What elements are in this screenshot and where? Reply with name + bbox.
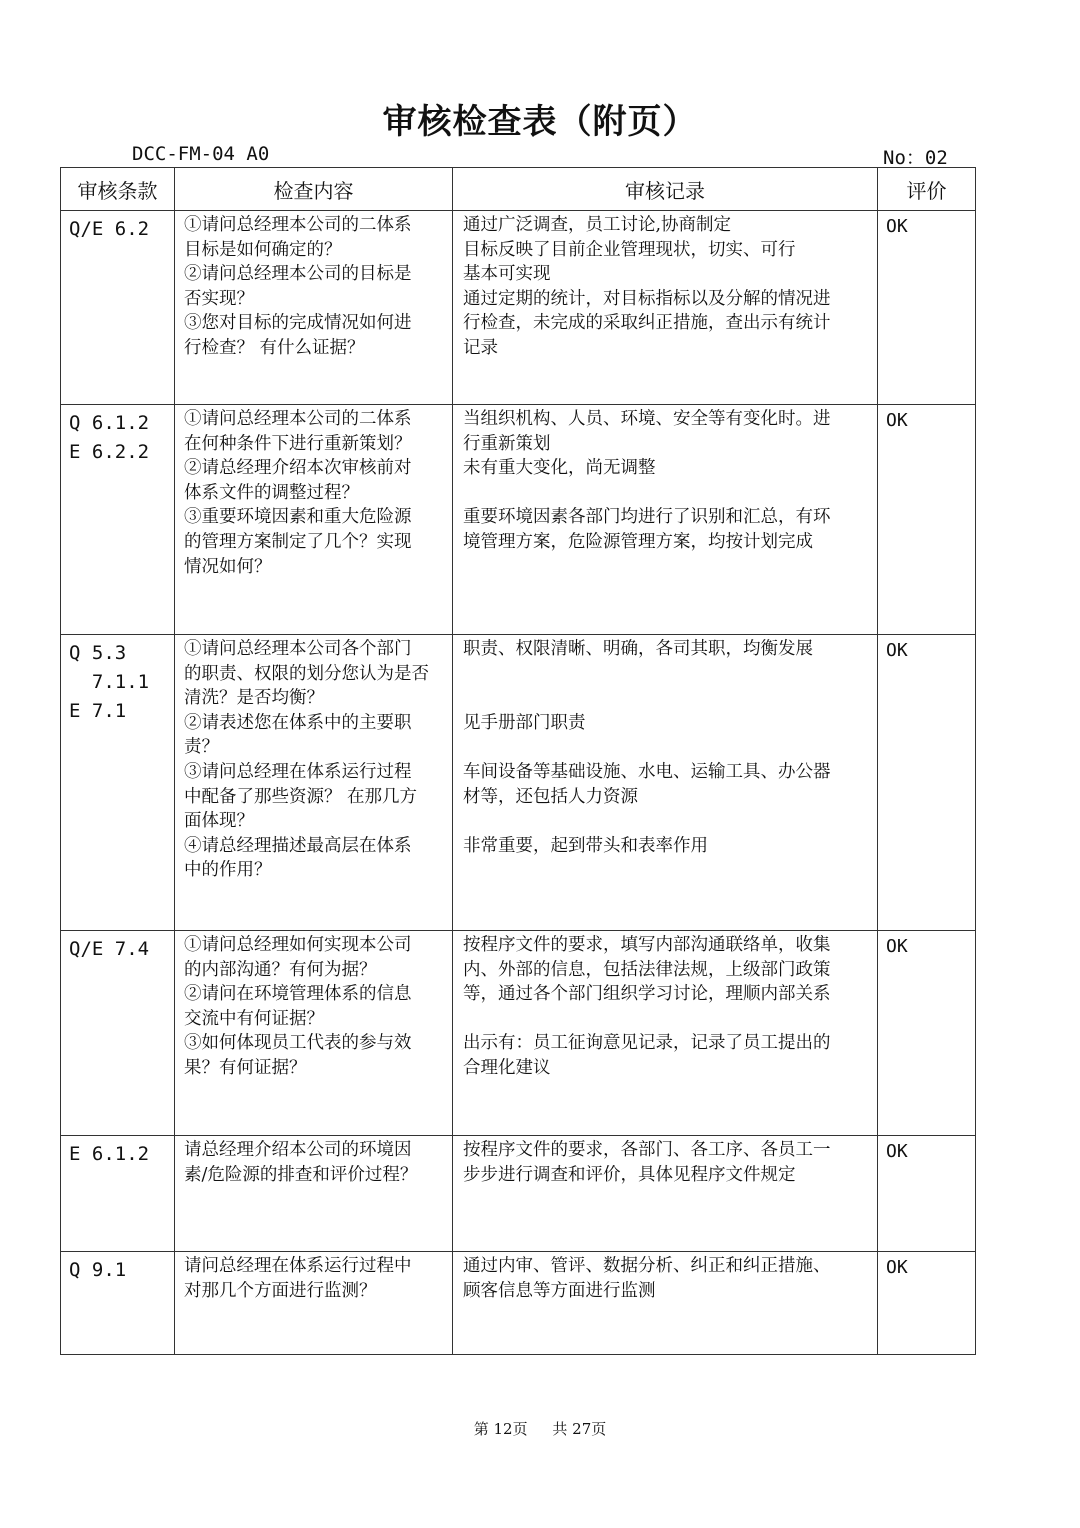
cell-record <box>453 1136 878 1252</box>
content-line: 的管理方案制定了几个？实现 <box>184 531 412 552</box>
table-header-row <box>61 168 976 211</box>
content-line: ③请问总经理在体系运行过程 <box>184 761 412 782</box>
content-line: 交流中有何证据？ <box>184 1008 324 1029</box>
content-line: 对那几个方面进行监测？ <box>184 1280 377 1301</box>
record-line: 内、外部的信息，包括法律法规，上级部门政策 <box>463 959 831 980</box>
page-number: 第 12页 <box>473 1420 528 1438</box>
content-line: ①请问总经理本公司各个部门 <box>184 639 412 659</box>
cell-content <box>175 931 453 1136</box>
record-line: 车间设备等基础设施、水电、运输工具、办公器 <box>463 761 831 782</box>
record-line: 重要环境因素各部门均进行了识别和汇总，有环 <box>463 507 831 528</box>
record-line: 通过广泛调查，员工讨论,协商制定 <box>463 215 732 235</box>
cell-evaluation: OK <box>878 1252 976 1355</box>
page-title: 审核检查表（附页） <box>382 102 698 142</box>
clause-line: Q 9.1 <box>69 1259 127 1281</box>
content-line: 目标是如何确定的？ <box>184 239 342 260</box>
cell-evaluation: OK <box>878 1136 976 1252</box>
record-line: 非常重要，起到带头和表率作用 <box>463 835 708 856</box>
content-line: 清洗？是否均衡？ <box>184 688 324 709</box>
cell-record <box>453 635 878 931</box>
page-footer <box>0 1418 1080 1439</box>
cell-content <box>175 1252 453 1355</box>
record-line: 通过定期的统计，对目标指标以及分解的情况进 <box>463 288 831 309</box>
line-gap <box>463 735 871 760</box>
cell-record <box>453 405 878 635</box>
record-line: 当组织机构、人员、环境、安全等有变化时。进 <box>463 409 831 429</box>
line-gap <box>463 662 871 687</box>
content-line: 请总经理介绍本公司的环境因 <box>184 1140 412 1160</box>
content-line: ③重要环境因素和重大危险源 <box>184 507 412 528</box>
record-line: 步步进行调查和评价，具体见程序文件规定 <box>463 1164 796 1185</box>
record-line: 目标反映了目前企业管理现状，切实、可行 <box>463 239 796 260</box>
content-line: 请问总经理在体系运行过程中 <box>184 1256 412 1276</box>
content-line: ③如何体现员工代表的参与效 <box>184 1033 412 1054</box>
line-gap <box>463 809 871 834</box>
record-line: 基本可实现 <box>463 264 551 285</box>
cell-evaluation: OK <box>878 635 976 931</box>
cell-clause <box>61 1136 175 1252</box>
record-line: 行重新策划 <box>463 433 551 454</box>
header-evaluation: 评价 <box>878 168 976 211</box>
record-line: 记录 <box>463 337 498 358</box>
record-line: 按程序文件的要求，填写内部沟通联络单，收集 <box>463 935 831 955</box>
cell-content <box>175 405 453 635</box>
table-row <box>61 211 976 405</box>
line-gap <box>463 686 871 711</box>
content-line: ①请问总经理本公司的二体系 <box>184 409 412 429</box>
table-row <box>61 405 976 635</box>
content-line: 在何种条件下进行重新策划？ <box>184 433 412 454</box>
cell-clause <box>61 211 175 405</box>
table-row <box>61 1136 976 1252</box>
clause-line: 7.1.1 <box>69 671 150 693</box>
content-line: 行检查？ 有什么证据？ <box>184 337 365 358</box>
line-gap <box>463 1007 871 1032</box>
record-line: 行检查，未完成的采取纠正措施，查出示有统计 <box>463 313 831 334</box>
cell-evaluation: OK <box>878 931 976 1136</box>
document-code: DCC-FM-04 A0 <box>132 143 270 165</box>
content-line: 体系文件的调整过程？ <box>184 482 359 503</box>
content-line: ②请问总经理本公司的目标是 <box>184 264 412 285</box>
record-line: 等，通过各个部门组织学习讨论，理顺内部关系 <box>463 984 831 1005</box>
record-line: 材等，还包括人力资源 <box>463 786 638 807</box>
content-line: 果？有何证据？ <box>184 1057 307 1078</box>
content-line: 的内部沟通？有何为据？ <box>184 959 377 980</box>
table-row <box>61 1252 976 1355</box>
content-line: 中配备了那些资源？ 在那几方 <box>184 786 418 807</box>
content-line: 中的作用？ <box>184 860 272 881</box>
header-content: 检查内容 <box>175 168 453 211</box>
clause-line: Q 5.3 <box>69 642 127 664</box>
content-line: ②请总经理介绍本次审核前对 <box>184 458 412 479</box>
content-line: ④请总经理描述最高层在体系 <box>184 835 412 856</box>
clause-line: Q 6.1.2 <box>69 412 150 434</box>
record-line: 职责、权限清晰、明确，各司其职，均衡发展 <box>463 639 813 659</box>
record-line: 未有重大变化，尚无调整 <box>463 458 656 479</box>
content-line: ②请问在环境管理体系的信息 <box>184 984 412 1005</box>
clause-line: E 6.2.2 <box>69 441 150 463</box>
cell-content <box>175 635 453 931</box>
table-row <box>61 931 976 1136</box>
cell-clause <box>61 1252 175 1355</box>
content-line: ③您对目标的完成情况如何进 <box>184 313 412 334</box>
content-line: ①请问总经理如何实现本公司 <box>184 935 412 955</box>
content-line: 责？ <box>184 737 219 758</box>
header-record: 审核记录 <box>453 168 878 211</box>
clause-line: Q/E 7.4 <box>69 938 150 960</box>
clause-line: E 7.1 <box>69 700 127 722</box>
content-line: 素/危险源的排查和评价过程？ <box>184 1164 418 1185</box>
audit-checklist-table <box>60 167 976 1355</box>
content-line: 的职责、权限的划分您认为是否 <box>184 663 429 684</box>
record-line: 按程序文件的要求，各部门、各工序、各员工一 <box>463 1140 831 1160</box>
record-line: 顾客信息等方面进行监测 <box>463 1280 656 1301</box>
content-line: 面体现？ <box>184 811 254 832</box>
cell-clause <box>61 931 175 1136</box>
clause-line: E 6.1.2 <box>69 1143 150 1165</box>
cell-evaluation: OK <box>878 405 976 635</box>
record-line: 出示有：员工征询意见记录，记录了员工提出的 <box>463 1033 831 1054</box>
document-number: No：02 <box>883 147 948 169</box>
record-line: 见手册部门职责 <box>463 712 586 733</box>
cell-record <box>453 211 878 405</box>
line-gap <box>463 481 871 506</box>
cell-evaluation: OK <box>878 211 976 405</box>
record-line: 通过内审、管评、数据分析、纠正和纠正措施、 <box>463 1256 831 1276</box>
content-line: ②请表述您在体系中的主要职 <box>184 712 412 733</box>
content-line: ①请问总经理本公司的二体系 <box>184 215 412 235</box>
cell-clause <box>61 635 175 931</box>
record-line: 境管理方案，危险源管理方案，均按计划完成 <box>463 531 813 552</box>
table-row <box>61 635 976 931</box>
content-line: 否实现？ <box>184 288 254 309</box>
header-clause: 审核条款 <box>61 168 175 211</box>
cell-clause <box>61 405 175 635</box>
clause-line: Q/E 6.2 <box>69 218 150 240</box>
cell-record <box>453 931 878 1136</box>
record-line: 合理化建议 <box>463 1057 551 1078</box>
cell-content <box>175 211 453 405</box>
page-total: 共 27页 <box>552 1420 607 1438</box>
cell-content <box>175 1136 453 1252</box>
content-line: 情况如何？ <box>184 556 272 577</box>
cell-record <box>453 1252 878 1355</box>
